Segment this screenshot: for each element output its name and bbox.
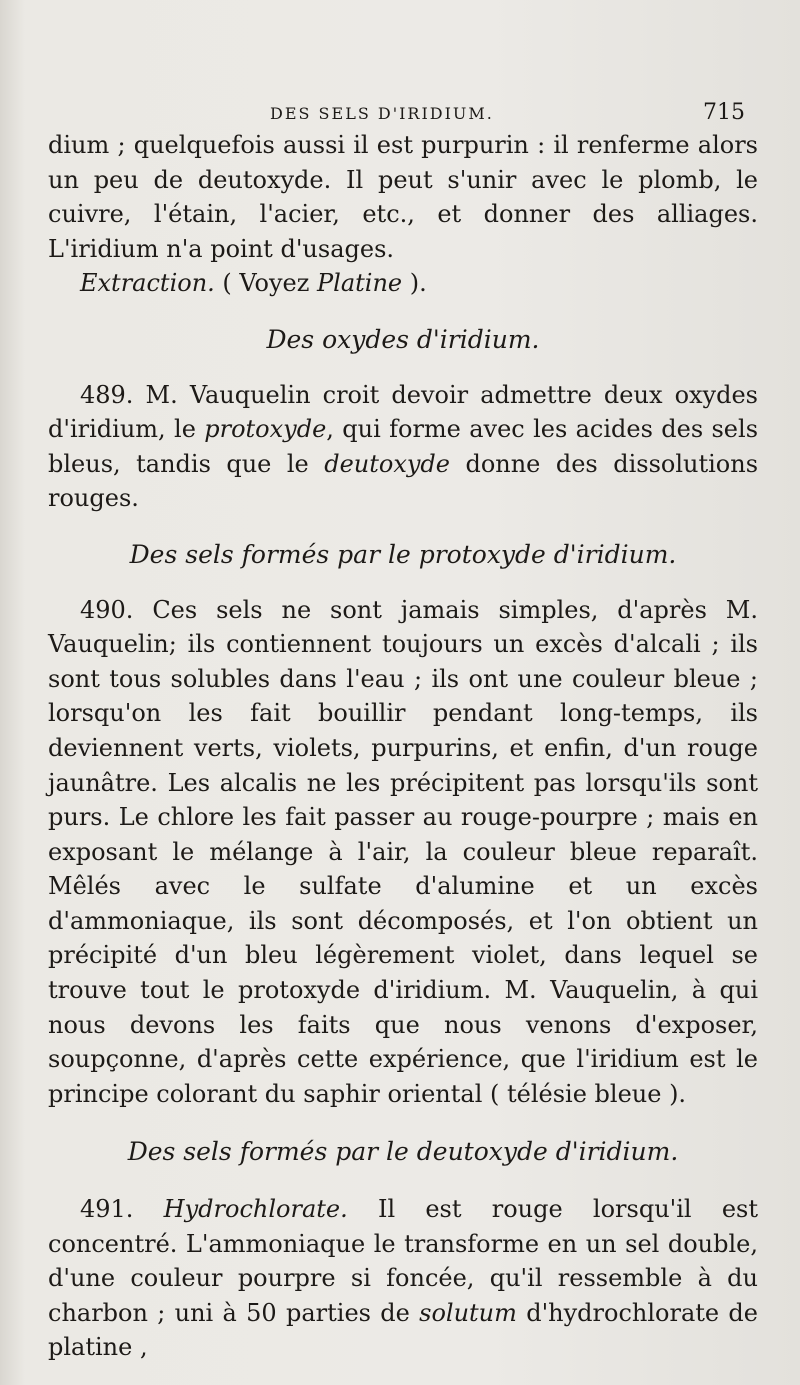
term-hydrochlorate: Hydrochlorate. — [163, 1195, 348, 1224]
paragraph-text: Ces sels ne sont jamais simples, d'après M. Vauquelin; ils contiennent toujours un excès d'alcali ; ils sont tous solubles dans l'eau ; ils ont une couleur bleue ; lorsqu'on les fait bouillir pendant long-temps, ils deviennent verts, violets, purpurins, et enfin, d'un rouge jaunâtre. Les alcalis ne les précipitent pas lorsqu'ils sont purs. Le chlore les fait passer au rouge-pourpre ; mais en exposant le mélange à l'air, la couleur bleue reparaît. Mêlés avec le sulfate d'alumine et un excès d'ammoniaque, ils sont décomposés, et l'on obtient un précipité d'un bleu légèrement violet, dans lequel se trouve tout le protoxyde d'iridium. M. Vauquelin, à qui nous devons les faits que nous venons d'exposer, soupçonne, d'après cette expérience, que l'iridium est le principe colorant du saphir oriental ( télésie bleue ). — [48, 595, 758, 1108]
paragraph-text: Il est rouge lorsqu'il est concentré. L'ammoniaque le transforme en un sel double, d'une couleur pourpre si foncée, qu'il ressemble à du charbon ; uni à 50 parties de — [48, 1195, 758, 1327]
extraction-open: ( Voyez — [214, 269, 318, 298]
extraction-reference: Platine — [317, 269, 403, 298]
term-protoxyde: protoxyde — [204, 415, 327, 444]
paragraph-text: M. Vauquelin croit devoir admettre deux oxydes d'iridium, le — [48, 380, 758, 444]
paragraph-number: 489. — [80, 380, 134, 409]
section-heading-oxydes: Des oxydes d'iridium. — [266, 324, 540, 354]
paragraph-491 — [48, 1192, 758, 1365]
paragraph-number: 491. — [80, 1195, 134, 1224]
running-title: DES SELS D'IRIDIUM. — [270, 104, 494, 123]
paragraph-489 — [48, 378, 758, 516]
page-body — [48, 128, 758, 1365]
extraction-label: Extraction. — [80, 269, 215, 298]
paragraph-text: donne des dissolutions rouges. — [48, 449, 759, 513]
paragraph-text: d'hydrochlorate de platine , — [48, 1298, 758, 1362]
paragraph-490 — [48, 593, 758, 1112]
section-heading-deutoxyde: Des sels formés par le deutoxyde d'iridium. — [127, 1137, 679, 1167]
extraction-line — [48, 266, 758, 301]
section-heading-protoxyde: Des sels formés par le protoxyde d'iridium. — [129, 539, 677, 569]
page-header — [0, 100, 800, 130]
intro-text: dium ; quelquefois aussi il est purpurin : il renferme alors un peu de deutoxyde. Il peut s'unir avec le plomb, le cuivre, l'étain, l'acier, etc., et donner des alliages. L'iridium n'a point d'usages. — [48, 131, 758, 263]
extraction-close: ). — [402, 269, 427, 298]
term-deutoxyde: deutoxyde — [324, 449, 450, 478]
paragraph-number: 490. — [80, 595, 134, 624]
term-solutum: solutum — [419, 1298, 517, 1327]
paragraph-text: , qui forme avec les acides des sels bleus, tandis que le — [48, 415, 759, 478]
page-number: 715 — [703, 100, 745, 125]
intro-paragraph — [48, 128, 758, 266]
